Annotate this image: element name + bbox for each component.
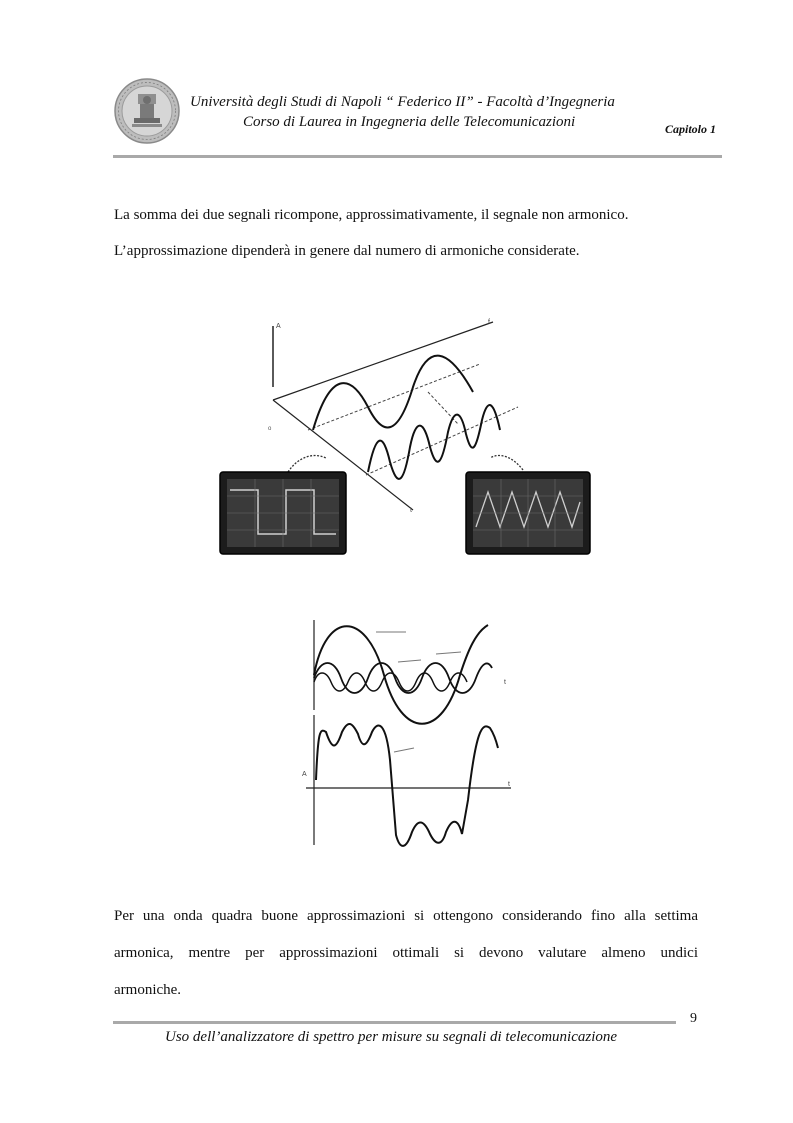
svg-text:f: f [488, 319, 490, 326]
header-course: Corso di Laurea in Ingegneria delle Telecomunicazioni [243, 114, 576, 130]
figure-decomposition [218, 312, 593, 557]
svg-text:t: t [508, 781, 510, 788]
closing-line-3: armoniche. [114, 982, 182, 998]
svg-text:o: o [268, 426, 272, 432]
svg-text:t: t [410, 507, 412, 514]
footer-title: Uso dell’analizzatore di spettro per misure su segnali di telecomunicazione [165, 1029, 618, 1045]
header-rule [113, 155, 722, 158]
svg-text:A: A [302, 771, 307, 778]
svg-text:t: t [504, 679, 506, 686]
chapter-label: Capitolo 1 [665, 122, 717, 136]
paragraph-2: L’approssimazione dipenderà in genere dal numero di armoniche considerate. [114, 243, 580, 259]
svg-text:A: A [276, 323, 281, 330]
paragraph-1: La somma dei due segnali ricompone, approssimativamente, il segnale non armonico. [114, 207, 629, 223]
closing-line-2: armonica, mentre per approssimazioni ottimali si devono valutare almeno undici [114, 945, 698, 961]
closing-line-1: Per una onda quadra buone approssimazioni si ottengono considerando fino alla settima [114, 908, 698, 924]
page-number: 9 [690, 1011, 697, 1026]
figure-square-wave-synthesis [296, 610, 521, 855]
university-seal-icon [114, 78, 180, 144]
footer-rule [113, 1021, 676, 1024]
header-university: Università degli Studi di Napoli “ Federico II” - Facoltà d’Ingegneria [190, 94, 615, 110]
